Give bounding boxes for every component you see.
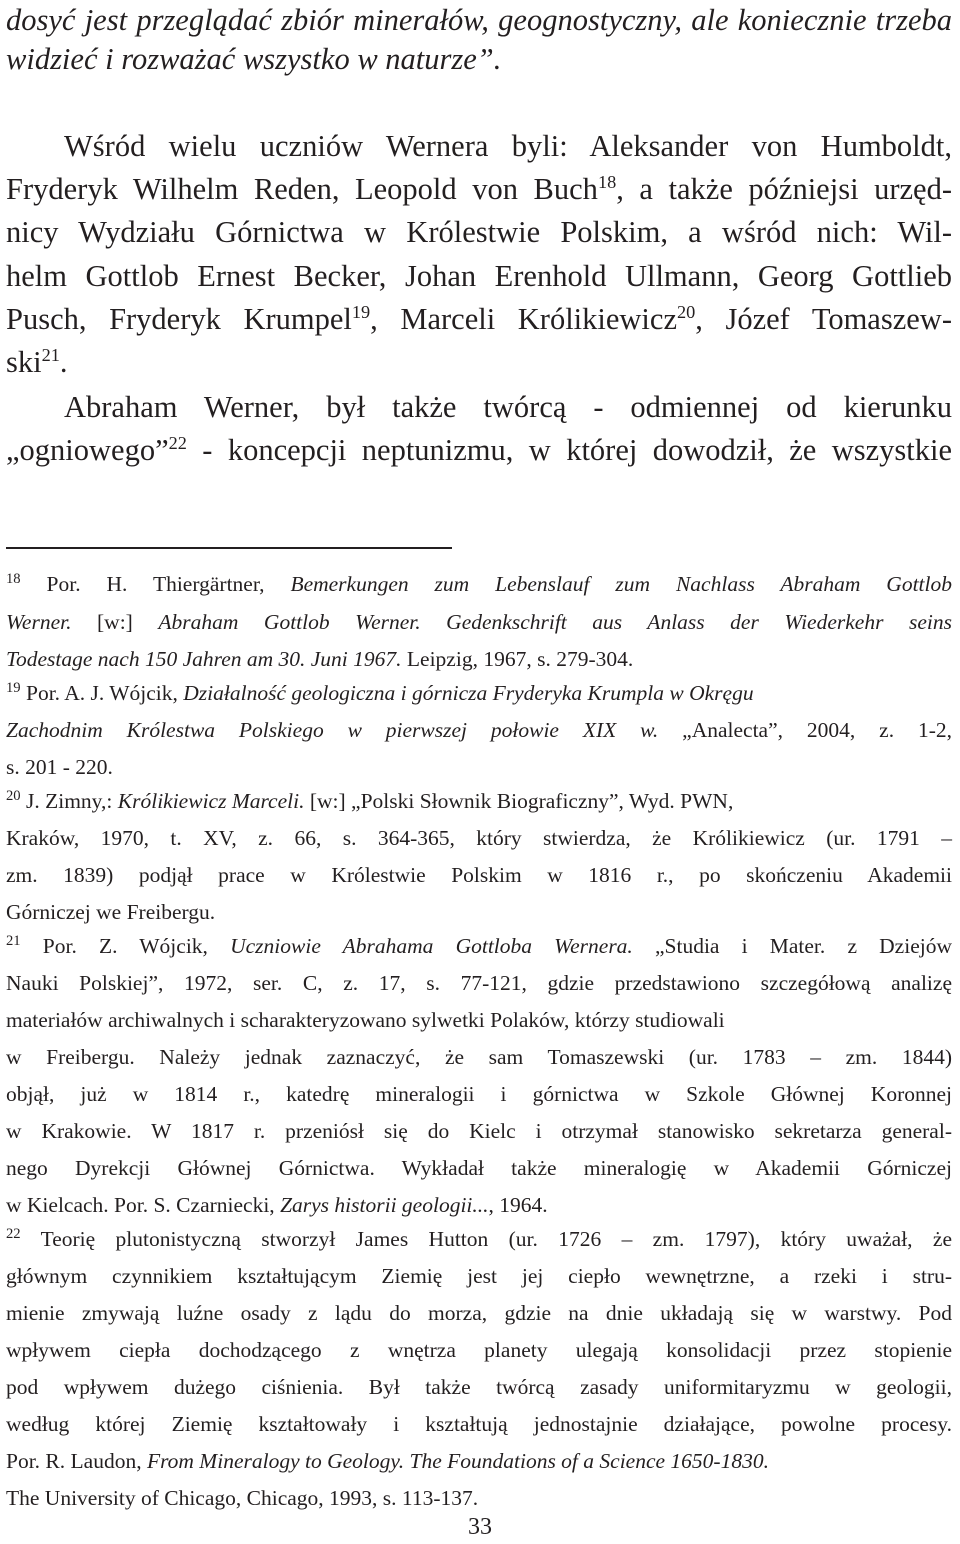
text-run: nicy Wydziału Górnictwa w Królestwie Polskim, a wśród nich: Wil- [6, 215, 952, 249]
text-run: głównym czynnikiem kształtującym Ziemię jest jej ciepło wewnętrzne, a rzeki i stru- [6, 1264, 952, 1288]
footnote-marker: 22 [168, 432, 187, 453]
footnote-marker: 22 [6, 1225, 21, 1242]
footnote-marker: 19 [6, 679, 21, 696]
footnote-line [6, 1410, 952, 1438]
italic-text: From Mineralogy to Geology. The Foundations of a Science 1650-1830. [146, 1449, 769, 1473]
text-run: Wśród wielu uczniów Wernera byli: Aleksander von Humboldt, [64, 129, 952, 163]
text-run: Por. Z. Wójcik, [20, 934, 231, 958]
page-number: 33 [468, 1514, 492, 1540]
footnote-line [6, 1484, 478, 1512]
text-run: w Freibergu. Należy jednak zaznaczyć, że sam Tomaszewski (ur. 1783 – zm. 1844) [6, 1045, 952, 1069]
footnote-marker: 18 [6, 570, 21, 587]
text-run: helm Gottlob Ernest Becker, Johan Erenhold Ullmann, Georg Gottlieb [6, 259, 952, 293]
italic-text: Uczniowie Abrahama Gottloba Wernera. [230, 934, 633, 958]
italic-text: Zarys historii geologii... [280, 1193, 489, 1217]
text-run: , Marceli Królikiewicz [370, 302, 677, 336]
footnote-line [6, 570, 952, 601]
footnote-line [6, 1191, 548, 1219]
footnote-line [6, 1154, 952, 1182]
text-run: wpływem ciepła dochodzącego z wnętrza planety ulegają konsolidacji przez stopienie [6, 1338, 952, 1362]
footnote-line [6, 932, 952, 963]
footnote-line [6, 1080, 952, 1108]
body-text-line [6, 214, 952, 250]
text-run: pod wpływem dużego ciśnienia. Był także twórcą zasady uniformitaryzmu w geologii, [6, 1375, 952, 1399]
text-run: w Krakowie. W 1817 r. przeniósł się do Kielc i otrzymał stanowisko sekretarza general- [6, 1119, 952, 1143]
text-run: zm. 1839) podjął prace w Królestwie Polskim w 1816 r., po skończeniu Akademii [6, 863, 952, 887]
body-text-line [6, 432, 952, 472]
text-run: [w:] [71, 610, 159, 634]
footnote-marker: 19 [351, 301, 371, 322]
footnote-marker: 21 [41, 344, 60, 365]
text-run: Por. H. Thiergärtner, [20, 572, 291, 596]
italic-text: Królikiewicz Marceli. [117, 789, 305, 813]
footnote-line [6, 1336, 952, 1364]
text-run: . [59, 345, 68, 379]
italic-text: Todestage nach 150 Jahren am 30. Juni 1967. [6, 647, 402, 671]
italic-text: Działalność geologiczna i górnicza Fryderyka Krumpla w Okręgu [183, 681, 754, 705]
footnote-line [6, 1225, 952, 1256]
text-run: Teorię plutonistyczną stworzył James Hutton (ur. 1726 – zm. 1797), który uważał, że [20, 1227, 952, 1251]
footnote-line [6, 679, 754, 710]
text-run: , 1964. [488, 1193, 548, 1217]
italic-text: Bemerkungen zum Lebenslauf zum Nachlass Abraham Gottlob [290, 572, 952, 596]
text-run: objął, już w 1814 r., katedrę mineralogii i górnictwa w Szkole Głównej Koronnej [6, 1082, 952, 1106]
text-run: Nauki Polskiej”, 1972, ser. C, z. 17, s. 77-121, gdzie przedstawiono szczegółową analizę [6, 971, 952, 995]
text-run: J. Zimny,: [20, 789, 118, 813]
footnote-line [6, 1006, 725, 1034]
footnote-line [6, 645, 633, 673]
footnote-line [6, 608, 952, 636]
footnote-line [6, 898, 215, 926]
footnote-line [6, 787, 733, 818]
footnote-marker: 21 [6, 932, 21, 949]
body-text-line [6, 258, 952, 294]
text-run: dosyć jest przeglądać zbiór minerałów, geognostyczny, ale koniecznie trzeba [6, 3, 952, 37]
text-run: widzieć i rozważać wszystko w naturze”. [6, 42, 502, 76]
text-run: Por. R. Laudon, [6, 1449, 147, 1473]
body-text-line [6, 41, 501, 77]
text-run: ski [6, 345, 42, 379]
footnote-line [6, 1447, 769, 1475]
footnote-line [6, 1117, 952, 1145]
text-run: „Analecta”, 2004, z. 1-2, [658, 718, 952, 742]
footnote-marker: 18 [597, 171, 617, 192]
text-run: nego Dyrekcji Głównej Górnictwa. Wykładał także mineralogię w Akademii Górniczej [6, 1156, 952, 1180]
text-run: Leipzig, 1967, s. 279-304. [401, 647, 634, 671]
footnote-line [6, 1373, 952, 1401]
text-run: w Kielcach. Por. S. Czarniecki, [6, 1193, 281, 1217]
text-run: Fryderyk Wilhelm Reden, Leopold von Buch [6, 172, 598, 206]
text-run: - koncepcji neptunizmu, w której dowodził, że wszystkie [186, 433, 952, 467]
footnote-line [6, 716, 952, 744]
text-run: Kraków, 1970, t. XV, z. 66, s. 364-365, który stwierdza, że Królikiewicz (ur. 1791 – [6, 826, 952, 850]
text-run: materiałów archiwalnych i scharakteryzowano sylwetki Polaków, którzy studiowali [6, 1008, 725, 1032]
footnote-line [6, 824, 952, 852]
body-text-line [6, 171, 952, 211]
italic-text: Abraham Gottlob Werner. Gedenkschrift aus Anlass der Wiederkehr seins [158, 610, 952, 634]
footnote-line [6, 969, 952, 997]
footnote-marker: 20 [676, 301, 696, 322]
text-run: [w:] „Polski Słownik Biograficzny”, Wyd. PWN, [304, 789, 734, 813]
footnote-marker: 20 [6, 787, 21, 804]
footnote-separator [6, 547, 452, 549]
footnote-line [6, 753, 113, 781]
text-run: Górniczej we Freibergu. [6, 900, 216, 924]
text-run: The University of Chicago, Chicago, 1993, s. 113-137. [6, 1486, 479, 1510]
text-run: , a także późniejsi urzęd- [616, 172, 952, 206]
footnote-line [6, 861, 952, 889]
italic-text: Zachodnim Królestwa Polskiego w pierwszej połowie XIX w. [6, 718, 659, 742]
footnote-line [6, 1043, 952, 1071]
text-run: s. 201 - 220. [6, 755, 113, 779]
text-run: mienie zmywają luźne osady z lądu do morza, gdzie na dnie układają się w warstwy. Pod [6, 1301, 952, 1325]
body-text-line [6, 2, 952, 38]
body-text-line [6, 344, 68, 384]
text-run: , Józef Tomaszew- [695, 302, 952, 336]
text-run: Pusch, Fryderyk Krumpel [6, 302, 352, 336]
body-text-line [6, 301, 952, 341]
body-text-line [64, 389, 952, 425]
text-run: „Studia i Mater. z Dziejów [632, 934, 952, 958]
text-run: „ogniowego” [6, 433, 169, 467]
text-run: Por. A. J. Wójcik, [20, 681, 184, 705]
text-run: Abraham Werner, był także twórcą - odmiennej od kierunku [64, 390, 952, 424]
footnote-line [6, 1262, 952, 1290]
text-run: według której Ziemię kształtowały i kształtują jednostajnie działające, powolne procesy. [6, 1412, 952, 1436]
body-text-line [64, 128, 952, 164]
italic-text: Werner. [6, 610, 72, 634]
footnote-line [6, 1299, 952, 1327]
